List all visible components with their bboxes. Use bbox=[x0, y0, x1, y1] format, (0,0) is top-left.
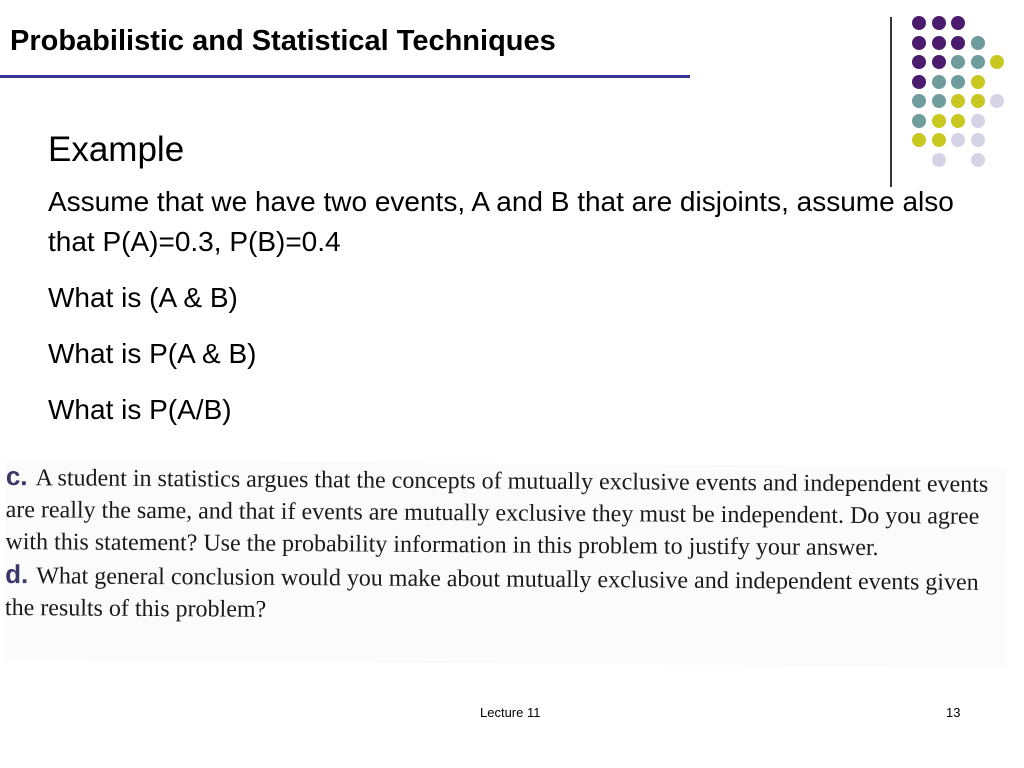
decorative-dot bbox=[971, 94, 985, 108]
decorative-dot bbox=[951, 75, 965, 89]
footer-page-number: 13 bbox=[946, 705, 961, 720]
decorative-dot bbox=[912, 36, 926, 50]
decorative-dot bbox=[932, 114, 946, 128]
exercise-c-marker: c. bbox=[5, 460, 28, 492]
slide-title: Probabilistic and Statistical Techniques bbox=[10, 25, 556, 57]
exercise-d bbox=[5, 558, 1005, 631]
decorative-dot bbox=[990, 55, 1004, 69]
decorative-dot bbox=[912, 16, 926, 30]
decorative-dot bbox=[912, 55, 926, 69]
decorative-dot bbox=[971, 36, 985, 50]
decorative-dot bbox=[951, 94, 965, 108]
question-2: What is P(A & B) bbox=[48, 338, 257, 369]
decorative-dot bbox=[971, 114, 985, 128]
decorative-dot bbox=[912, 94, 926, 108]
decorative-dot bbox=[971, 75, 985, 89]
decorative-dot bbox=[932, 94, 946, 108]
question-1: What is (A & B) bbox=[48, 282, 238, 313]
decorative-dot bbox=[951, 114, 965, 128]
decorative-dot bbox=[932, 36, 946, 50]
decorative-dot bbox=[990, 94, 1004, 108]
decorative-dot bbox=[971, 55, 985, 69]
question-3: What is P(A/B) bbox=[48, 394, 232, 425]
decorative-dot bbox=[951, 55, 965, 69]
decorative-dot bbox=[951, 36, 965, 50]
slide-body bbox=[48, 128, 988, 446]
scanned-textbook-excerpt bbox=[5, 460, 1006, 667]
example-heading: Example bbox=[48, 130, 185, 169]
exercise-c-text: A student in statistics argues that the concepts of mutually exclusive events and independent events are really the same, and that if events are mutually exclusive they must be independent. Do you agree with this statement? Use the probability information in this problem to justify your answer. bbox=[5, 465, 989, 562]
decorative-dot bbox=[951, 16, 965, 30]
exercise-c bbox=[5, 460, 1006, 565]
decorative-dot bbox=[912, 75, 926, 89]
footer-lecture-label: Lecture 11 bbox=[480, 705, 541, 720]
decorative-dot bbox=[932, 55, 946, 69]
decorative-dot bbox=[932, 75, 946, 89]
problem-statement: Assume that we have two events, A and B that are disjoints, assume also that P(A)=0.3, P(B)=0.4 bbox=[48, 186, 954, 257]
decorative-dot bbox=[912, 114, 926, 128]
title-underline bbox=[0, 75, 690, 78]
exercise-d-text: What general conclusion would you make about mutually exclusive and independent events given the results of this problem? bbox=[4, 563, 979, 623]
decorative-dot bbox=[932, 16, 946, 30]
exercise-d-marker: d. bbox=[5, 558, 29, 590]
